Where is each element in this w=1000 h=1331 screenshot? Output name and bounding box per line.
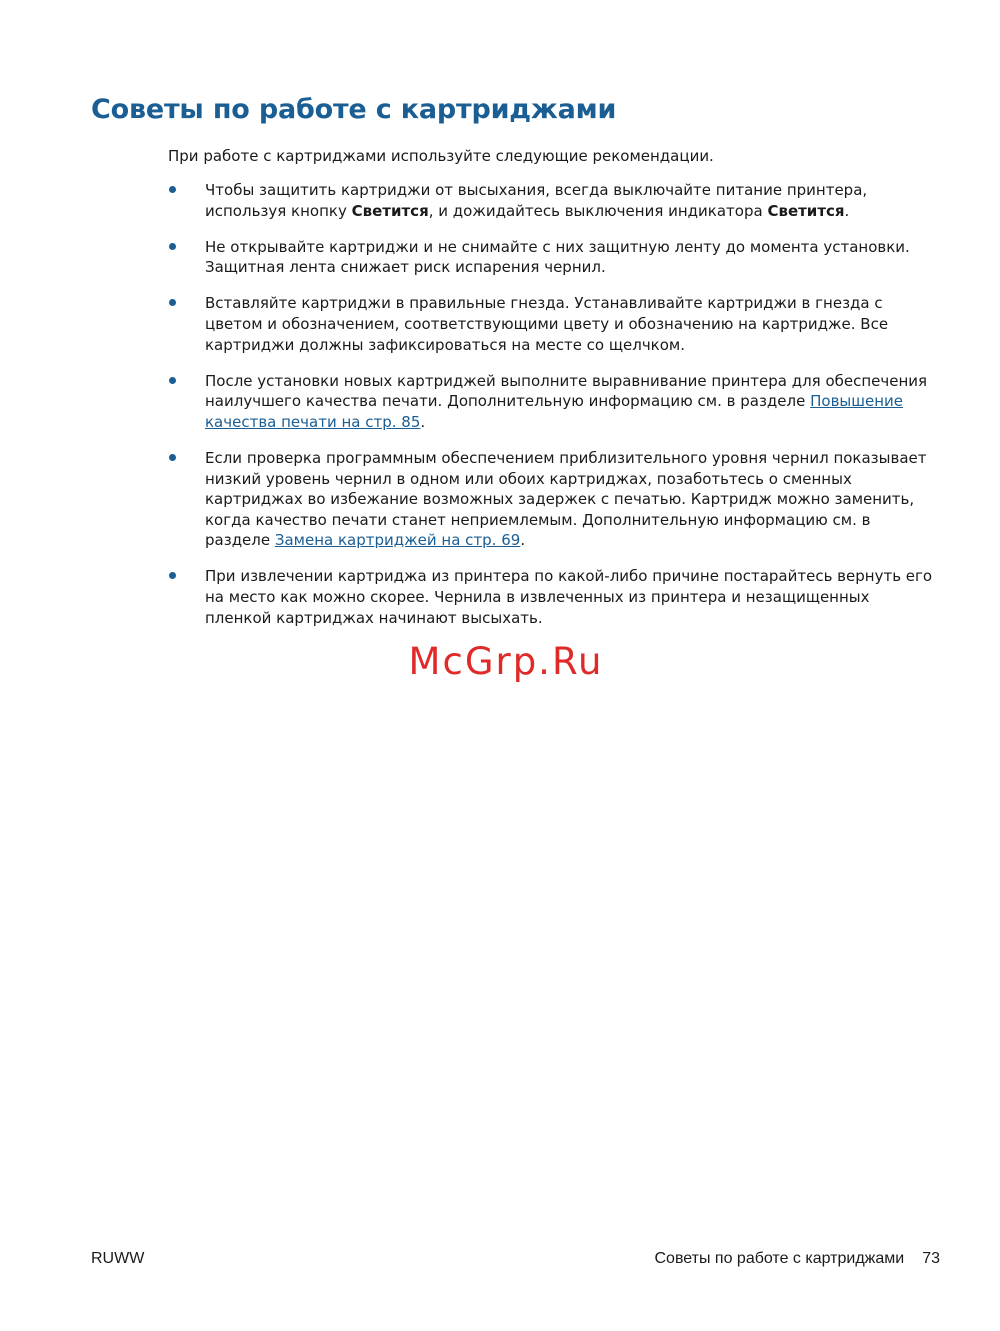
footer-section-title: Советы по работе с картриджами	[654, 1250, 905, 1267]
item-text: После установки новых картриджей выполните выравнивание принтера для обеспечения наилучшего качества печати. Дополнительную информацию см. в разделе	[205, 371, 928, 411]
list-item	[168, 448, 938, 551]
button-name: Светится	[351, 201, 429, 220]
page-number: 73	[922, 1250, 940, 1267]
list-item	[168, 566, 938, 628]
link-print-quality[interactable]: Повышение качества печати на стр. 85	[205, 392, 904, 431]
footer-locale: RUWW	[91, 1250, 145, 1267]
item-text: При извлечении картриджа из принтера по какой-либо причине постарайтесь вернуть его на место как можно скорее. Чернила в извлеченных из принтера и незащищенных пленкой картриджах начинают высыхать.	[205, 567, 933, 627]
list-item	[168, 371, 938, 433]
bullet-icon	[169, 243, 176, 250]
bullet-icon	[169, 299, 176, 306]
link-replace-cartridges[interactable]: Замена картриджей на стр. 69	[274, 531, 521, 550]
list-item	[168, 293, 938, 355]
item-text: Если проверка программным обеспечением приблизительного уровня чернил показывает низкий уровень чернил в одном или обоих картриджах, позаботьтесь о сменных картриджах во избежание возможных задержек с печатью. Картридж можно заменить, когда качество печати станет неприемлемым. Дополнительную информацию см. в разделе	[205, 448, 927, 550]
item-text: .	[844, 201, 850, 220]
item-text: Не открывайте картриджи и не снимайте с них защитную ленту до момента установки. Защитная лента снижает риск испарения чернил.	[205, 237, 910, 277]
page-title: Советы по работе с картриджами	[91, 94, 617, 125]
item-text: .	[420, 412, 426, 431]
footer-section	[655, 1250, 941, 1268]
bullet-icon	[169, 572, 176, 579]
watermark: McGrp.Ru	[408, 640, 604, 683]
item-text: , и дожидайтесь выключения индикатора	[428, 201, 768, 220]
bullet-icon	[169, 377, 176, 384]
tips-list	[168, 180, 938, 644]
list-item	[168, 180, 938, 221]
item-text: Чтобы защитить картриджи от высыхания, всегда выключайте питание принтера, используя кнопку	[205, 181, 868, 220]
intro-paragraph: При работе с картриджами используйте следующие рекомендации.	[168, 147, 714, 165]
bullet-icon	[169, 454, 176, 461]
item-text: .	[520, 531, 526, 550]
indicator-name: Светится	[767, 201, 845, 220]
item-text: Вставляйте картриджи в правильные гнезда. Устанавливайте картриджи в гнезда с цветом и обозначением, соответствующими цвету и обозначению на картридже. Все картриджи должны зафиксироваться на месте со щелчком.	[205, 294, 889, 354]
list-item	[168, 237, 938, 278]
bullet-icon	[169, 186, 176, 193]
